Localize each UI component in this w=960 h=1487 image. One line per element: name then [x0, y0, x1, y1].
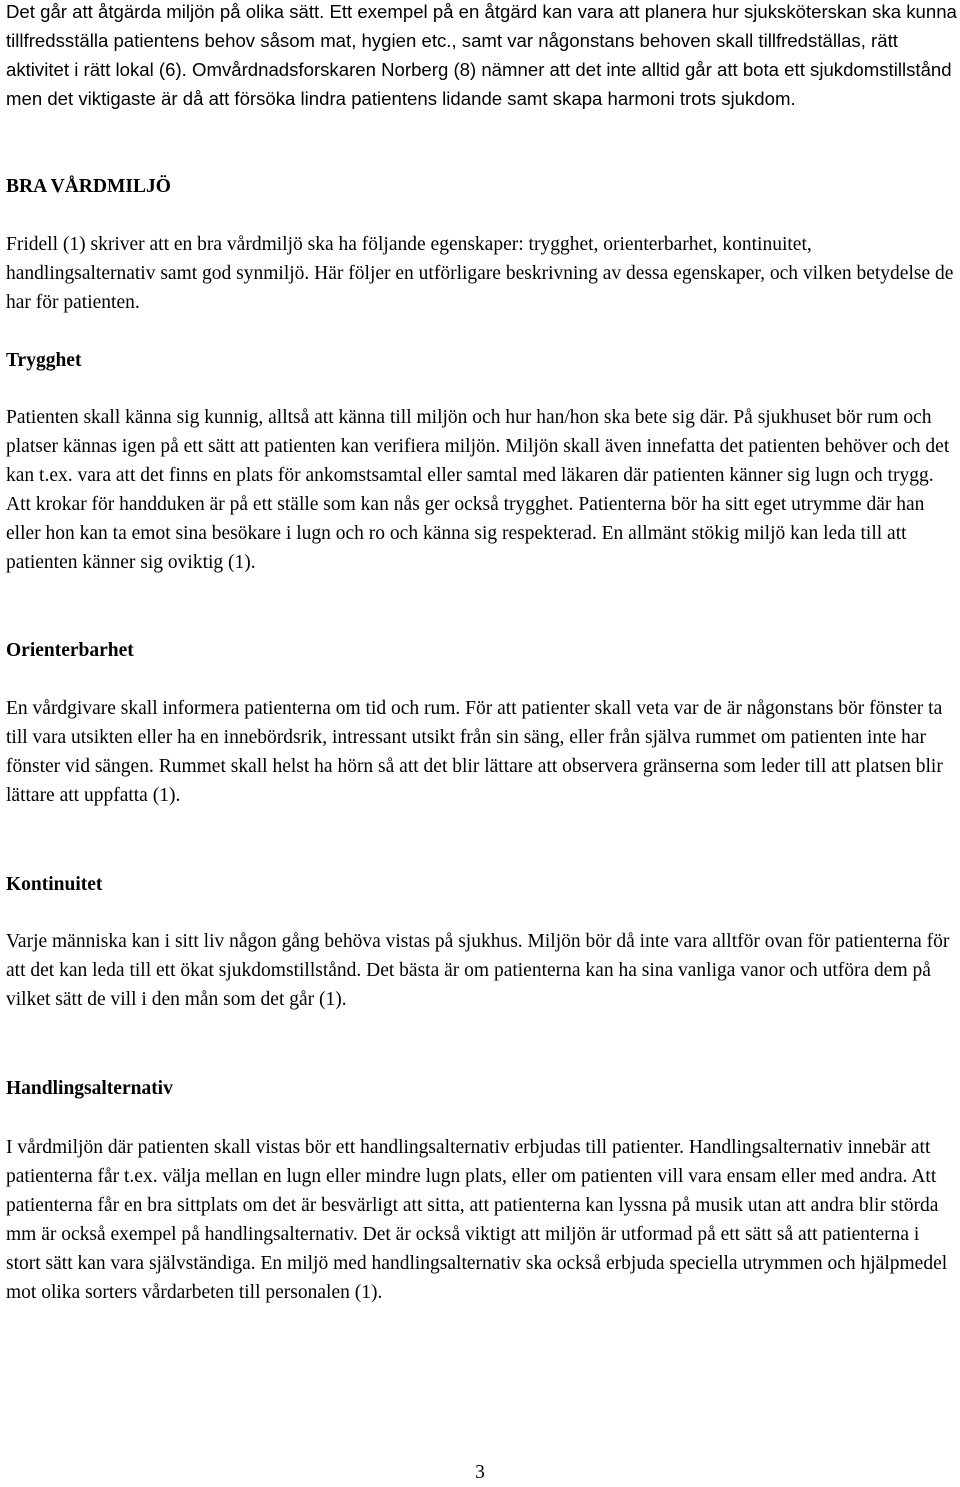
bra-vardmiljo-paragraph: Fridell (1) skriver att en bra vårdmiljö ska ha följande egenskaper: trygghet, orienterbarhet, kontinuitet, handlingsalternativ samt god synmiljö. Här följer en utförligare beskrivning av dessa egenskaper, och vilken betydelse de har för patienten. [6, 234, 954, 314]
page-number: 3 [475, 1462, 485, 1483]
kontinuitet-paragraph: Varje människa kan i sitt liv någon gång behöva vistas på sjukhus. Miljön bör då inte vara alltför ovan för patienterna för att det kan leda till ett ökat sjukdomstillstånd. Det bästa är om patienterna kan ha sina vanliga vanor och utföra dem på vilket sätt de vill i den mån som det går (1). [6, 931, 950, 1011]
orienterbarhet-paragraph: En vårdgivare skall informera patienterna om tid och rum. För att patienter skall veta var de är någonstans bör fönster ta till vara utsikten eller ha en innebördsrik, intressant utsikt från sin säng, eller från själva rummet om patienten inte har fönster vid sängen. Rummet skall helst ha hörn så att det blir lättare att observera gränserna som leder till att platsen blir lättare att uppfatta (1). [6, 698, 943, 807]
section-heading-kontinuitet: Kontinuitet [6, 874, 103, 895]
section-heading-trygghet: Trygghet [6, 350, 82, 371]
intro-paragraph: Det går att åtgärda miljön på olika sätt. Ett exempel på en åtgärd kan vara att planera hur sjuksköterskan ska kunna tillfredsställa patientens behov såsom mat, hygien etc., samt var någonstans behoven skall tillfredställas, rätt aktivitet i rätt lokal (6). Omvårdnadsforskaren Norberg (8) nämner att det inte alltid går att bota ett sjukdomstillstånd men det viktigaste är då att försöka lindra patientens lidande samt skapa harmoni trots sjukdom. [6, 1, 957, 110]
handlingsalternativ-paragraph: I vårdmiljön där patienten skall vistas bör ett handlingsalternativ erbjudas till patienter. Handlingsalternativ innebär att patienterna får t.ex. välja mellan en lugn eller mindre lugn plats, eller om patienten vill vara ensam eller med andra. Att patienterna får en bra sittplats om det är besvärligt att sitta, att patienterna kan lyssna på musik utan att andra blir störda mm är också exempel på handlingsalternativ. Det är också viktigt att miljön är utformad på ett sätt så att patienterna i stort sätt kan vara självständiga. En miljö med handlingsalternativ ska också erbjuda speciella utrymmen och hjälpmedel mot olika sorters vårdarbeten till personalen (1). [6, 1137, 948, 1304]
section-heading-handlingsalternativ: Handlingsalternativ [6, 1078, 173, 1099]
trygghet-paragraph: Patienten skall känna sig kunnig, alltså att känna till miljön och hur han/hon ska bete sig där. På sjukhuset bör rum och platser kännas igen på ett sätt att patienten kan verifiera miljön. Miljön skall även innefatta det patienten behöver och det kan t.ex. vara att det finns en plats för ankomstsamtal eller samtal med läkaren där patienten känner sig lugn och trygg. Att krokar för handduken är på ett ställe som kan nås ger också trygghet. Patienterna bör ha sitt eget utrymme där han eller hon kan ta emot sina besökare i lugn och ro och känna sig respekterad. En allmänt stökig miljö kan leda till att patienten känner sig oviktig (1). [6, 407, 950, 574]
section-heading-bra-vardmiljo: BRA VÅRDMILJÖ [6, 176, 171, 197]
section-heading-orienterbarhet: Orienterbarhet [6, 640, 134, 661]
